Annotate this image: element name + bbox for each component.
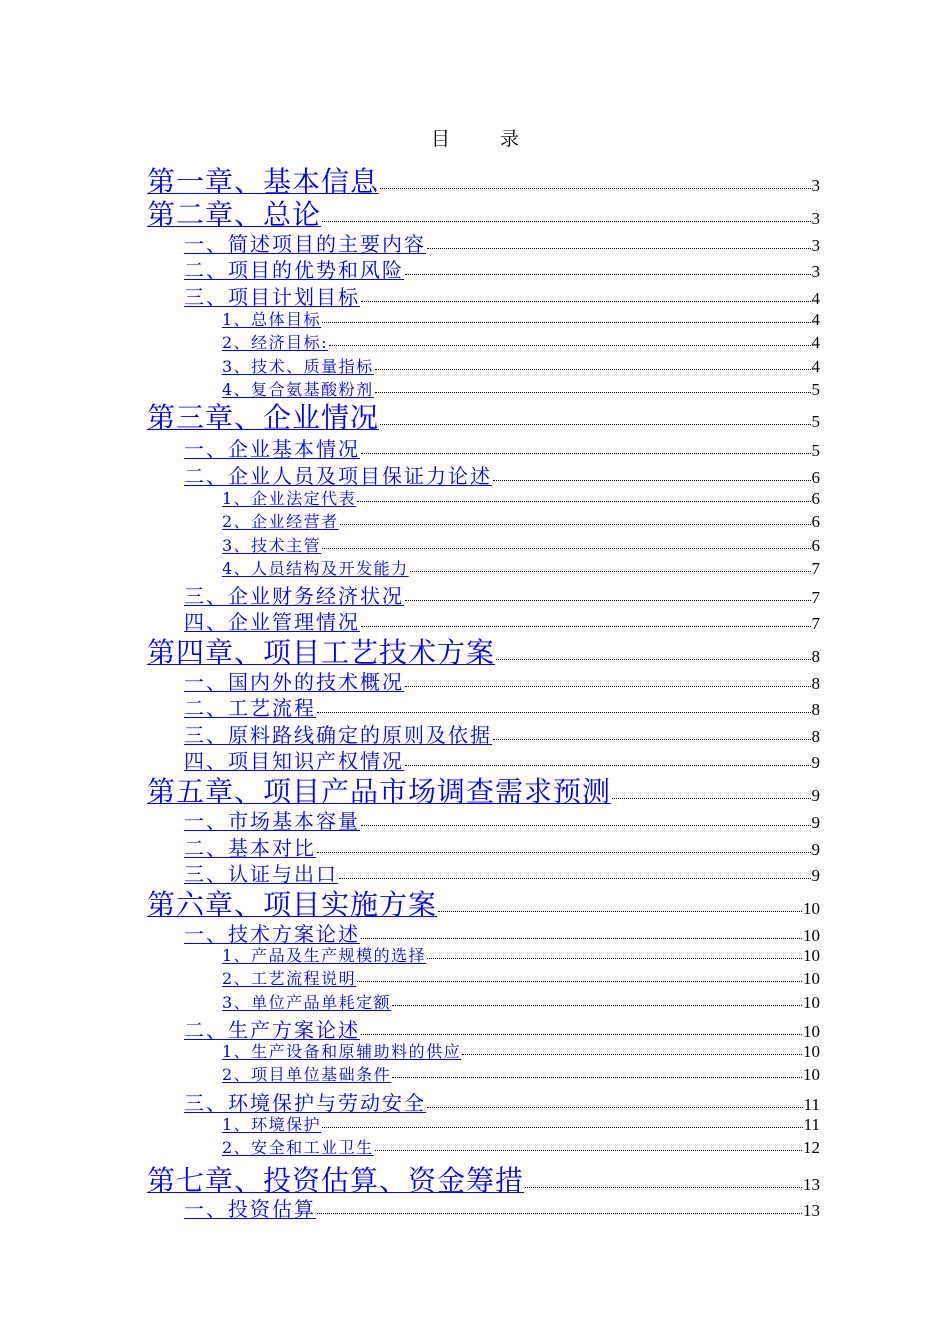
toc-entry-link[interactable]: 1、总体目标 — [222, 310, 322, 329]
toc-page-number: 7 — [811, 588, 820, 607]
dot-leader — [317, 712, 811, 713]
toc-entry-link[interactable]: 4、人员结构及开发能力 — [222, 559, 409, 578]
toc-page-number: 5 — [811, 412, 820, 431]
toc-entry[interactable] — [0, 832, 950, 861]
toc-entry-link[interactable]: 第二章、总论 — [147, 198, 322, 231]
dot-leader — [340, 524, 811, 525]
toc-page-number: 10 — [803, 969, 820, 988]
toc-page-number: 11 — [803, 1115, 820, 1134]
dot-leader — [361, 626, 811, 627]
toc-entry[interactable] — [0, 460, 950, 489]
toc-entry[interactable] — [0, 486, 950, 509]
toc-entry-link[interactable]: 第五章、项目产品市场调查需求预测 — [147, 775, 612, 808]
toc-entry[interactable] — [0, 580, 950, 609]
toc-page-number: 13 — [803, 1201, 820, 1220]
toc-entry[interactable] — [0, 509, 950, 532]
toc-entry[interactable] — [0, 1135, 950, 1158]
toc-entry[interactable] — [0, 770, 950, 810]
toc-entry-link[interactable]: 一、市场基本容量 — [184, 809, 360, 833]
toc-entry[interactable] — [0, 966, 950, 989]
dot-leader — [361, 825, 811, 826]
toc-page-number: 12 — [803, 1138, 820, 1157]
toc-page-number: 3 — [811, 176, 820, 195]
toc-page-number: 9 — [811, 786, 820, 805]
toc-entry[interactable] — [0, 719, 950, 748]
toc-page-number: 10 — [803, 1065, 820, 1084]
toc-entry-link[interactable]: 二、基本对比 — [184, 836, 316, 860]
toc-page-number: 10 — [803, 1022, 820, 1041]
dot-leader — [357, 981, 802, 982]
toc-page-number: 9 — [811, 840, 820, 859]
dot-leader — [329, 345, 810, 346]
dot-leader — [361, 301, 811, 302]
toc-page-number: 4 — [811, 357, 820, 376]
toc-entry-link[interactable]: 一、企业基本情况 — [184, 437, 360, 461]
toc-page-number: 6 — [811, 536, 820, 555]
toc-page-number: 3 — [811, 262, 820, 281]
toc-page-number: 9 — [811, 813, 820, 832]
dot-leader — [375, 1150, 802, 1151]
toc-entry-link[interactable]: 一、技术方案论述 — [184, 922, 360, 946]
toc-entry-link[interactable]: 2、经济目标: — [222, 333, 329, 352]
toc-entry-link[interactable]: 2、项目单位基础条件 — [222, 1065, 392, 1084]
toc-entry[interactable] — [0, 354, 950, 377]
toc-entry-link[interactable]: 三、企业财务经济状况 — [184, 584, 404, 608]
toc-entry[interactable] — [0, 666, 950, 695]
toc-entry[interactable] — [0, 254, 950, 283]
toc-entry[interactable] — [0, 533, 950, 556]
dot-leader — [493, 739, 811, 740]
toc-page-number: 7 — [811, 614, 820, 633]
toc-entry-link[interactable]: 3、技术主管 — [222, 536, 322, 555]
dot-leader — [405, 274, 811, 275]
toc-entry-link[interactable]: 四、项目知识产权情况 — [184, 749, 404, 773]
toc-entry-link[interactable]: 二、企业人员及项目保证力论述 — [184, 464, 492, 488]
dot-leader — [375, 392, 811, 393]
toc-page-number: 6 — [811, 489, 820, 508]
toc-entry[interactable] — [0, 631, 950, 671]
toc-entry[interactable] — [0, 943, 950, 966]
toc-page-number: 6 — [811, 512, 820, 531]
toc-entry-link[interactable]: 二、项目的优势和风险 — [184, 258, 404, 282]
toc-entry-link[interactable]: 2、工艺流程说明 — [222, 969, 357, 988]
toc-entry[interactable] — [0, 1112, 950, 1135]
dot-leader — [361, 1034, 802, 1035]
dot-leader — [405, 600, 811, 601]
toc-page-number: 10 — [803, 926, 820, 945]
dot-leader — [322, 221, 810, 222]
dot-leader — [525, 1187, 802, 1188]
dot-leader — [322, 548, 810, 549]
toc-entry[interactable] — [0, 1039, 950, 1062]
dot-leader — [361, 453, 811, 454]
toc-page-number: 8 — [811, 700, 820, 719]
dot-leader — [405, 686, 811, 687]
toc-page-number: 4 — [811, 333, 820, 352]
toc-page-number: 6 — [811, 468, 820, 487]
toc-entry-link[interactable]: 第一章、基本信息 — [147, 165, 380, 198]
dot-leader — [427, 1107, 803, 1108]
toc-entry[interactable] — [0, 1062, 950, 1085]
dot-leader — [427, 248, 811, 249]
toc-entry[interactable] — [0, 433, 950, 462]
toc-entry-link[interactable]: 第四章、项目工艺技术方案 — [147, 636, 496, 669]
dot-leader — [375, 369, 811, 370]
toc-page-number: 10 — [803, 1042, 820, 1061]
toc-entry-link[interactable]: 一、简述项目的主要内容 — [184, 232, 426, 256]
toc-title: 目 录 — [430, 128, 542, 150]
toc-entry[interactable] — [0, 281, 950, 310]
toc-entry[interactable] — [0, 1193, 950, 1222]
toc-entry[interactable] — [0, 307, 950, 330]
toc-entry-link[interactable]: 三、认证与出口 — [184, 862, 338, 886]
toc-entry-link[interactable]: 1、环境保护 — [222, 1115, 322, 1134]
toc-page-number: 7 — [811, 559, 820, 578]
dot-leader — [392, 1077, 802, 1078]
dot-leader — [438, 911, 802, 912]
dot-leader — [357, 501, 810, 502]
toc-entry-link[interactable]: 2、企业经营者 — [222, 512, 339, 531]
toc-page-number: 10 — [803, 993, 820, 1012]
toc-entry[interactable] — [0, 805, 950, 834]
toc-entry-link[interactable]: 二、生产方案论述 — [184, 1018, 360, 1042]
toc-page-number: 3 — [811, 236, 820, 255]
toc-entry-link[interactable]: 三、项目计划目标 — [184, 285, 360, 309]
toc-entry-link[interactable]: 3、单位产品单耗定额 — [222, 993, 392, 1012]
toc-entry-link[interactable]: 四、企业管理情况 — [184, 610, 360, 634]
toc-entry-link[interactable]: 一、国内外的技术概况 — [184, 670, 404, 694]
dot-leader — [322, 322, 810, 323]
toc-entry-link[interactable]: 1、产品及生产规模的选择 — [222, 946, 427, 965]
toc-page-number: 11 — [803, 1095, 820, 1114]
dot-leader — [405, 765, 811, 766]
toc-page-number: 9 — [811, 753, 820, 772]
toc-page-number: 8 — [811, 674, 820, 693]
dot-leader — [322, 1127, 802, 1128]
dot-leader — [462, 1054, 802, 1055]
toc-entry[interactable] — [0, 330, 950, 353]
dot-leader — [427, 958, 802, 959]
dot-leader — [380, 188, 810, 189]
dot-leader — [493, 480, 811, 481]
dot-leader — [339, 878, 811, 879]
toc-page-number: 10 — [803, 899, 820, 918]
toc-page-number: 4 — [811, 289, 820, 308]
dot-leader — [380, 424, 810, 425]
toc-page-number: 9 — [811, 866, 820, 885]
toc-entry-link[interactable]: 4、复合氨基酸粉剂 — [222, 380, 374, 399]
toc-entry-link[interactable]: 第七章、投资估算、资金筹措 — [147, 1164, 525, 1197]
toc-entry[interactable] — [0, 990, 950, 1013]
toc-page-number: 5 — [811, 380, 820, 399]
toc-entry-link[interactable]: 二、工艺流程 — [184, 696, 316, 720]
toc-entry[interactable] — [0, 692, 950, 721]
toc-entry-link[interactable]: 3、技术、质量指标 — [222, 357, 374, 376]
toc-entry-link[interactable]: 三、环境保护与劳动安全 — [184, 1091, 426, 1115]
toc-entry[interactable] — [0, 193, 950, 233]
dot-leader — [612, 798, 810, 799]
dot-leader — [392, 1005, 802, 1006]
dot-leader — [317, 852, 811, 853]
dot-leader — [410, 571, 811, 572]
toc-page-number: 13 — [803, 1175, 820, 1194]
toc-entry[interactable] — [0, 556, 950, 579]
toc-entry-link[interactable]: 第三章、企业情况 — [147, 401, 380, 434]
toc-page-number: 5 — [811, 441, 820, 460]
toc-entry-link[interactable]: 三、原料路线确定的原则及依据 — [184, 723, 492, 747]
toc-entry-link[interactable]: 一、投资估算 — [184, 1197, 316, 1221]
toc-page-number: 8 — [811, 647, 820, 666]
dot-leader — [317, 1213, 802, 1214]
toc-page-number: 10 — [803, 946, 820, 965]
toc-entry-link[interactable]: 1、生产设备和原辅助料的供应 — [222, 1042, 462, 1061]
toc-entry-link[interactable]: 第六章、项目实施方案 — [147, 888, 438, 921]
dot-leader — [361, 938, 802, 939]
toc-entry[interactable] — [0, 228, 950, 257]
toc-page-number: 8 — [811, 727, 820, 746]
dot-leader — [496, 659, 810, 660]
toc-entry-link[interactable]: 1、企业法定代表 — [222, 489, 357, 508]
toc-entry[interactable] — [0, 396, 950, 436]
toc-page-number: 4 — [811, 310, 820, 329]
toc-page-number: 3 — [811, 209, 820, 228]
toc-entry[interactable] — [0, 883, 950, 923]
toc-entry-link[interactable]: 2、安全和工业卫生 — [222, 1138, 374, 1157]
